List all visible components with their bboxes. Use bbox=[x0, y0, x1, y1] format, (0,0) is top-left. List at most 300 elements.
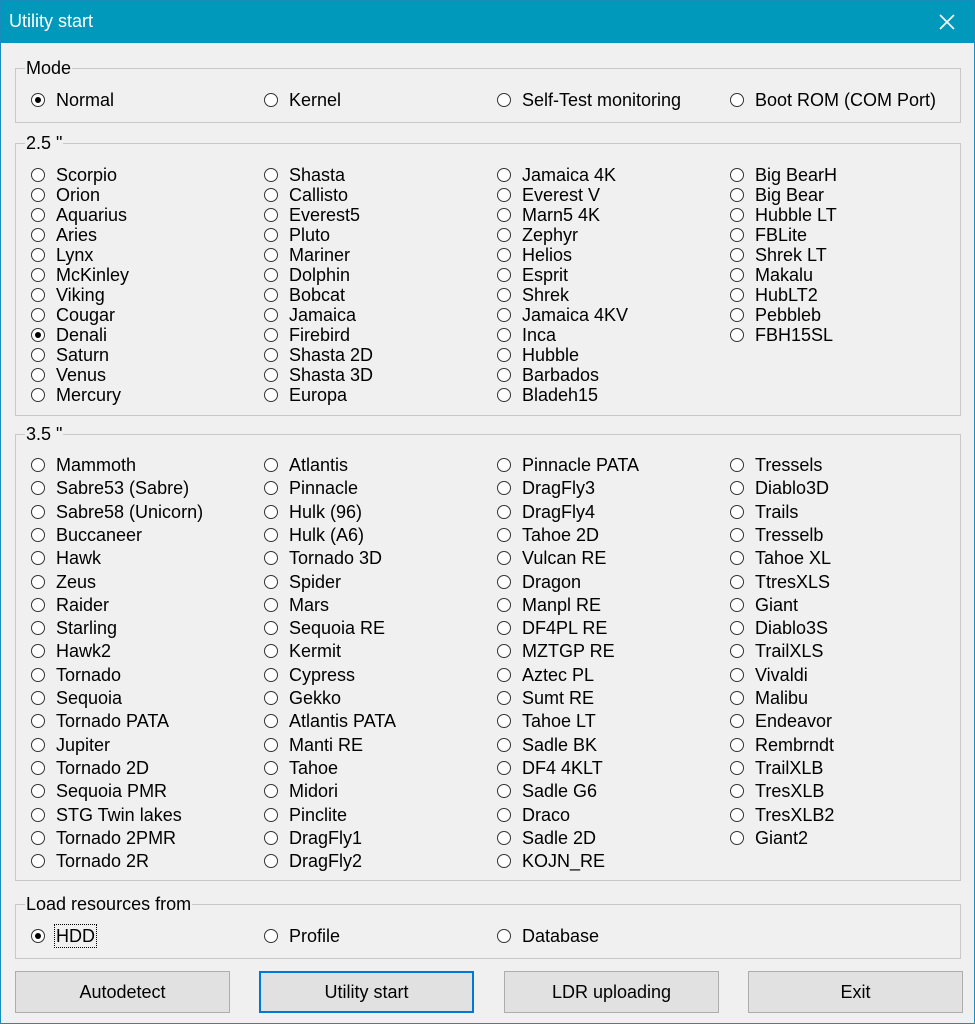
drive-3-5-radio-raider[interactable] bbox=[31, 595, 109, 615]
radio-circle-icon[interactable] bbox=[264, 308, 278, 322]
radio-label: Tornado bbox=[56, 664, 122, 685]
radio-label: Dolphin bbox=[289, 265, 351, 285]
drive-2-5-radio-inca[interactable] bbox=[497, 325, 556, 345]
radio-label: Big Bear bbox=[755, 185, 825, 205]
radio-circle-icon[interactable] bbox=[497, 808, 511, 822]
radio-circle-icon[interactable] bbox=[730, 528, 744, 542]
drive-3-5-radio-cypress[interactable] bbox=[264, 665, 355, 685]
radio-circle-icon[interactable] bbox=[497, 621, 511, 635]
radio-circle-icon[interactable] bbox=[264, 854, 278, 868]
radio-circle-icon[interactable] bbox=[497, 528, 511, 542]
load-radio-database[interactable] bbox=[497, 926, 599, 946]
radio-circle-icon[interactable] bbox=[497, 308, 511, 322]
radio-circle-icon[interactable] bbox=[31, 784, 45, 798]
drive-2-5-radio-esprit[interactable] bbox=[497, 265, 568, 285]
radio-circle-icon[interactable] bbox=[497, 368, 511, 382]
radio-circle-icon[interactable] bbox=[264, 761, 278, 775]
radio-circle-icon[interactable] bbox=[730, 228, 744, 242]
drive-3-5-radio-pinnacle[interactable] bbox=[264, 478, 358, 498]
radio-circle-icon[interactable] bbox=[31, 481, 45, 495]
radio-circle-icon[interactable] bbox=[497, 388, 511, 402]
radio-circle-icon[interactable] bbox=[31, 288, 45, 302]
radio-label: Manti RE bbox=[289, 734, 364, 755]
drive-3-5-radio-dragfly3[interactable] bbox=[497, 478, 595, 498]
drive-3-5-radio-tressels[interactable] bbox=[730, 455, 822, 475]
radio-circle-icon[interactable] bbox=[730, 168, 744, 182]
drive-2-5-radio-pebbleb[interactable] bbox=[730, 305, 821, 325]
drive-2-5-radio-fbh15sl[interactable] bbox=[730, 325, 833, 345]
radio-label: Tornado PATA bbox=[56, 711, 170, 732]
radio-circle-icon[interactable] bbox=[264, 668, 278, 682]
radio-circle-icon[interactable] bbox=[264, 528, 278, 542]
radio-label: FBLite bbox=[755, 225, 808, 245]
radio-circle-icon[interactable] bbox=[497, 761, 511, 775]
radio-label: Atlantis PATA bbox=[289, 711, 397, 732]
radio-circle-icon[interactable] bbox=[264, 208, 278, 222]
radio-label: Hubble bbox=[522, 345, 580, 365]
radio-label: Zeus bbox=[56, 571, 97, 592]
drive-3-5-radio-sequoia[interactable] bbox=[31, 688, 122, 708]
mode-radio-normal[interactable] bbox=[31, 90, 114, 110]
radio-label: Sadle G6 bbox=[522, 781, 598, 802]
drive-2-5-radio-pluto[interactable] bbox=[264, 225, 330, 245]
radio-circle-icon[interactable] bbox=[730, 208, 744, 222]
drive-2-5-radio-everest5[interactable] bbox=[264, 205, 360, 225]
drive-3-5-radio-sabre58-unicorn[interactable] bbox=[31, 502, 203, 522]
radio-circle-icon[interactable] bbox=[31, 831, 45, 845]
drive-3-5-radio-sadle-2d[interactable] bbox=[497, 828, 596, 848]
radio-circle-icon[interactable] bbox=[31, 368, 45, 382]
radio-circle-icon[interactable] bbox=[31, 208, 45, 222]
mode-radio-kernel[interactable] bbox=[264, 90, 341, 110]
drive-2-5-radio-dolphin[interactable] bbox=[264, 265, 350, 285]
drive-3-5-radio-kermit[interactable] bbox=[264, 641, 341, 661]
radio-label: McKinley bbox=[56, 265, 130, 285]
drive-3-5-radio-tresxlb[interactable] bbox=[730, 781, 824, 801]
utility-start-button[interactable]: Utility start bbox=[259, 971, 474, 1013]
radio-circle-icon[interactable] bbox=[497, 714, 511, 728]
drive-3-5-radio-sumt-re[interactable] bbox=[497, 688, 594, 708]
radio-circle-icon[interactable] bbox=[264, 458, 278, 472]
drive-2-5-radio-mercury[interactable] bbox=[31, 385, 121, 405]
radio-circle-icon[interactable] bbox=[497, 93, 511, 107]
radio-circle-icon[interactable] bbox=[497, 551, 511, 565]
drive-3-5-radio-tornado-2d[interactable] bbox=[31, 758, 149, 778]
radio-circle-icon[interactable] bbox=[497, 691, 511, 705]
drive-3-5-radio-trailxlb[interactable] bbox=[730, 758, 823, 778]
radio-circle-icon[interactable] bbox=[31, 644, 45, 658]
title-bar bbox=[1, 1, 974, 43]
radio-circle-icon[interactable] bbox=[31, 929, 45, 943]
radio-circle-icon[interactable] bbox=[31, 761, 45, 775]
drive-3-5-radio-endeavor[interactable] bbox=[730, 711, 832, 731]
drive-3-5-radio-tresselb[interactable] bbox=[730, 525, 823, 545]
drive-3-5-radio-hulk-96[interactable] bbox=[264, 502, 362, 522]
drive-3-5-radio-dragfly2[interactable] bbox=[264, 851, 362, 871]
radio-circle-icon[interactable] bbox=[31, 551, 45, 565]
radio-circle-icon[interactable] bbox=[264, 621, 278, 635]
ldr-uploading-button[interactable]: LDR uploading bbox=[504, 971, 719, 1013]
drive-3-5-radio-diablo3d[interactable] bbox=[730, 478, 829, 498]
drive-2-5-radio-jamaica-4k[interactable] bbox=[497, 165, 616, 185]
radio-circle-icon[interactable] bbox=[31, 168, 45, 182]
radio-label: Tahoe XL bbox=[755, 548, 832, 569]
radio-circle-icon[interactable] bbox=[497, 208, 511, 222]
drive-3-5-radio-tornado-pata[interactable] bbox=[31, 711, 169, 731]
drive-2-5-radio-big-bearh[interactable] bbox=[730, 165, 837, 185]
radio-circle-icon[interactable] bbox=[264, 388, 278, 402]
radio-circle-icon[interactable] bbox=[730, 738, 744, 752]
drive-3-5-radio-rembrndt[interactable] bbox=[730, 735, 834, 755]
exit-button[interactable]: Exit bbox=[748, 971, 963, 1013]
radio-circle-icon[interactable] bbox=[730, 481, 744, 495]
drive-2-5-radio-aries[interactable] bbox=[31, 225, 97, 245]
drive-3-5-radio-kojn-re[interactable] bbox=[497, 851, 605, 871]
drive-2-5-radio-mckinley[interactable] bbox=[31, 265, 129, 285]
radio-circle-icon[interactable] bbox=[31, 248, 45, 262]
radio-label: Tahoe bbox=[289, 757, 339, 778]
radio-circle-icon[interactable] bbox=[31, 598, 45, 612]
radio-circle-icon[interactable] bbox=[497, 328, 511, 342]
drive-2-5-radio-denali[interactable] bbox=[31, 325, 107, 345]
drive-3-5-radio-diablo3s[interactable] bbox=[730, 618, 828, 638]
radio-label: Diablo3D bbox=[755, 478, 830, 499]
radio-circle-icon[interactable] bbox=[31, 854, 45, 868]
drive-3-5-radio-sadle-bk[interactable] bbox=[497, 735, 597, 755]
radio-circle-icon[interactable] bbox=[264, 714, 278, 728]
radio-circle-icon[interactable] bbox=[31, 458, 45, 472]
drive-2-5-radio-bobcat[interactable] bbox=[264, 285, 345, 305]
autodetect-button[interactable]: Autodetect bbox=[15, 971, 230, 1013]
radio-circle-icon[interactable] bbox=[31, 575, 45, 589]
radio-circle-icon[interactable] bbox=[497, 575, 511, 589]
radio-circle-icon[interactable] bbox=[264, 691, 278, 705]
drive-2-5-radio-helios[interactable] bbox=[497, 245, 572, 265]
radio-circle-icon[interactable] bbox=[264, 598, 278, 612]
radio-circle-icon[interactable] bbox=[264, 268, 278, 282]
radio-circle-icon[interactable] bbox=[31, 308, 45, 322]
radio-circle-icon[interactable] bbox=[264, 644, 278, 658]
radio-circle-icon[interactable] bbox=[730, 575, 744, 589]
drive-2-5-radio-saturn[interactable] bbox=[31, 345, 109, 365]
drive-3-5-legend: 3.5 " bbox=[26, 424, 63, 444]
drive-3-5-radio-starling[interactable] bbox=[31, 618, 117, 638]
drive-3-5-radio-tornado[interactable] bbox=[31, 665, 121, 685]
radio-circle-icon[interactable] bbox=[31, 93, 45, 107]
drive-2-5-radio-hubble-lt[interactable] bbox=[730, 205, 837, 225]
radio-circle-icon[interactable] bbox=[264, 784, 278, 798]
radio-circle-icon[interactable] bbox=[264, 738, 278, 752]
radio-circle-icon[interactable] bbox=[730, 714, 744, 728]
radio-label: TresXLB2 bbox=[755, 804, 835, 825]
drive-2-5-radio-venus[interactable] bbox=[31, 365, 106, 385]
radio-circle-icon[interactable] bbox=[497, 784, 511, 798]
radio-circle-icon[interactable] bbox=[497, 228, 511, 242]
drive-3-5-radio-hawk[interactable] bbox=[31, 548, 101, 568]
radio-circle-icon[interactable] bbox=[31, 714, 45, 728]
radio-circle-icon[interactable] bbox=[497, 929, 511, 943]
drive-2-5-radio-fblite[interactable] bbox=[730, 225, 807, 245]
drive-2-5-radio-shasta-3d[interactable] bbox=[264, 365, 373, 385]
radio-label: Spider bbox=[289, 571, 342, 592]
radio-circle-icon[interactable] bbox=[497, 348, 511, 362]
drive-2-5-radio-jamaica[interactable] bbox=[264, 305, 356, 325]
drive-3-5-radio-tahoe[interactable] bbox=[264, 758, 338, 778]
drive-2-5-radio-jamaica-4kv[interactable] bbox=[497, 305, 628, 325]
radio-label: Jupiter bbox=[56, 734, 111, 755]
radio-label: Helios bbox=[522, 245, 573, 265]
drive-3-5-radio-buccaneer[interactable] bbox=[31, 525, 142, 545]
drive-3-5-radio-ttresxls[interactable] bbox=[730, 572, 830, 592]
drive-3-5-radio-hawk2[interactable] bbox=[31, 641, 111, 661]
drive-3-5-radio-tahoe-xl[interactable] bbox=[730, 548, 831, 568]
drive-3-5-radio-trailxls[interactable] bbox=[730, 641, 823, 661]
drive-3-5-radio-zeus[interactable] bbox=[31, 572, 96, 592]
drive-3-5-radio-trails[interactable] bbox=[730, 502, 798, 522]
radio-circle-icon[interactable] bbox=[264, 288, 278, 302]
radio-circle-icon[interactable] bbox=[730, 598, 744, 612]
radio-circle-icon[interactable] bbox=[730, 93, 744, 107]
drive-2-5-radio-firebird[interactable] bbox=[264, 325, 350, 345]
drive-3-5-radio-tahoe-lt[interactable] bbox=[497, 711, 596, 731]
drive-2-5-radio-hublt2[interactable] bbox=[730, 285, 818, 305]
radio-label: Manpl RE bbox=[522, 594, 602, 615]
radio-label: Kernel bbox=[289, 90, 342, 110]
radio-label: Pebbleb bbox=[755, 305, 822, 325]
radio-label: Pluto bbox=[289, 225, 331, 245]
radio-circle-icon[interactable] bbox=[31, 228, 45, 242]
radio-circle-icon[interactable] bbox=[497, 268, 511, 282]
radio-circle-icon[interactable] bbox=[264, 551, 278, 565]
drive-3-5-radio-sequoia-re[interactable] bbox=[264, 618, 385, 638]
radio-circle-icon[interactable] bbox=[730, 288, 744, 302]
drive-2-5-radio-lynx[interactable] bbox=[31, 245, 93, 265]
drive-2-5-radio-everest-v[interactable] bbox=[497, 185, 600, 205]
drive-3-5-radio-manpl-re[interactable] bbox=[497, 595, 601, 615]
radio-circle-icon[interactable] bbox=[31, 505, 45, 519]
radio-circle-icon[interactable] bbox=[31, 808, 45, 822]
drive-2-5-radio-barbados[interactable] bbox=[497, 365, 599, 385]
drive-3-5-radio-vivaldi[interactable] bbox=[730, 665, 808, 685]
drive-2-5-radio-hubble[interactable] bbox=[497, 345, 579, 365]
radio-circle-icon[interactable] bbox=[31, 738, 45, 752]
drive-3-5-radio-midori[interactable] bbox=[264, 781, 338, 801]
radio-circle-icon[interactable] bbox=[497, 598, 511, 612]
drive-3-5-radio-stg-twin-lakes[interactable] bbox=[31, 805, 182, 825]
radio-circle-icon[interactable] bbox=[497, 854, 511, 868]
radio-circle-icon[interactable] bbox=[31, 668, 45, 682]
radio-circle-icon[interactable] bbox=[730, 668, 744, 682]
drive-3-5-radio-jupiter[interactable] bbox=[31, 735, 110, 755]
drive-2-5-radio-shrek-lt[interactable] bbox=[730, 245, 827, 265]
radio-label: Rembrndt bbox=[755, 734, 835, 755]
radio-label: Shasta 3D bbox=[289, 365, 374, 385]
drive-3-5-radio-dragon[interactable] bbox=[497, 572, 581, 592]
radio-circle-icon[interactable] bbox=[264, 188, 278, 202]
radio-label: FBH15SL bbox=[755, 325, 834, 345]
drive-3-5-radio-tornado-2pmr[interactable] bbox=[31, 828, 176, 848]
drive-2-5-radio-orion[interactable] bbox=[31, 185, 100, 205]
radio-circle-icon[interactable] bbox=[497, 668, 511, 682]
drive-3-5-radio-tornado-2r[interactable] bbox=[31, 851, 149, 871]
close-button[interactable] bbox=[920, 1, 974, 43]
drive-2-5-radio-shrek[interactable] bbox=[497, 285, 569, 305]
radio-circle-icon[interactable] bbox=[31, 328, 45, 342]
radio-label: Kermit bbox=[289, 641, 342, 662]
radio-label: Jamaica 4K bbox=[522, 165, 617, 185]
drive-3-5-radio-atlantis[interactable] bbox=[264, 455, 348, 475]
radio-label: Inca bbox=[522, 325, 557, 345]
drive-3-5-radio-malibu[interactable] bbox=[730, 688, 808, 708]
radio-circle-icon[interactable] bbox=[31, 528, 45, 542]
radio-circle-icon[interactable] bbox=[497, 168, 511, 182]
drive-2-5-radio-big-bear[interactable] bbox=[730, 185, 824, 205]
drive-2-5-radio-zephyr[interactable] bbox=[497, 225, 578, 245]
drive-3-5-radio-tornado-3d[interactable] bbox=[264, 548, 382, 568]
radio-circle-icon[interactable] bbox=[31, 621, 45, 635]
radio-label: KOJN_RE bbox=[522, 851, 606, 872]
close-icon bbox=[938, 13, 956, 31]
radio-label: Dragon bbox=[522, 571, 582, 592]
radio-circle-icon[interactable] bbox=[730, 644, 744, 658]
drive-2-5-radio-makalu[interactable] bbox=[730, 265, 813, 285]
radio-circle-icon[interactable] bbox=[264, 93, 278, 107]
radio-circle-icon[interactable] bbox=[730, 808, 744, 822]
load-radio-hdd[interactable] bbox=[31, 926, 95, 946]
radio-circle-icon[interactable] bbox=[730, 458, 744, 472]
drive-3-5-radio-spider[interactable] bbox=[264, 572, 341, 592]
radio-label: STG Twin lakes bbox=[56, 804, 182, 825]
radio-circle-icon[interactable] bbox=[730, 691, 744, 705]
radio-circle-icon[interactable] bbox=[730, 308, 744, 322]
load-radio-profile[interactable] bbox=[264, 926, 340, 946]
radio-circle-icon[interactable] bbox=[730, 784, 744, 798]
drive-3-5-radio-df4pl-re[interactable] bbox=[497, 618, 607, 638]
radio-label: Raider bbox=[56, 594, 110, 615]
radio-label: Sabre58 (Unicorn) bbox=[56, 501, 204, 522]
radio-circle-icon[interactable] bbox=[264, 808, 278, 822]
radio-label: Pinnacle PATA bbox=[522, 455, 640, 475]
drive-2-5-radio-mariner[interactable] bbox=[264, 245, 350, 265]
drive-2-5-radio-shasta[interactable] bbox=[264, 165, 345, 185]
drive-3-5-radio-vulcan-re[interactable] bbox=[497, 548, 606, 568]
radio-circle-icon[interactable] bbox=[497, 831, 511, 845]
drive-3-5-radio-manti-re[interactable] bbox=[264, 735, 363, 755]
radio-label: Firebird bbox=[289, 325, 351, 345]
drive-3-5-radio-dragfly4[interactable] bbox=[497, 502, 595, 522]
radio-circle-icon[interactable] bbox=[730, 268, 744, 282]
radio-label: Tornado 3D bbox=[289, 548, 383, 569]
radio-circle-icon[interactable] bbox=[31, 268, 45, 282]
radio-circle-icon[interactable] bbox=[497, 505, 511, 519]
radio-circle-icon[interactable] bbox=[730, 831, 744, 845]
drive-3-5-radio-pinclite[interactable] bbox=[264, 805, 347, 825]
drive-3-5-radio-mztgp-re[interactable] bbox=[497, 641, 615, 661]
radio-circle-icon[interactable] bbox=[264, 368, 278, 382]
drive-3-5-radio-tresxlb2[interactable] bbox=[730, 805, 834, 825]
drive-2-5-radio-scorpio[interactable] bbox=[31, 165, 117, 185]
drive-3-5-radio-aztec-pl[interactable] bbox=[497, 665, 594, 685]
drive-2-5-radio-shasta-2d[interactable] bbox=[264, 345, 373, 365]
radio-circle-icon[interactable] bbox=[31, 691, 45, 705]
drive-2-5-legend: 2.5 " bbox=[26, 133, 63, 153]
drive-3-5-radio-sadle-g6[interactable] bbox=[497, 781, 597, 801]
drive-3-5-radio-draco[interactable] bbox=[497, 805, 570, 825]
radio-circle-icon[interactable] bbox=[730, 188, 744, 202]
drive-2-5-radio-europa[interactable] bbox=[264, 385, 347, 405]
drive-2-5-radio-cougar[interactable] bbox=[31, 305, 115, 325]
radio-circle-icon[interactable] bbox=[497, 188, 511, 202]
radio-label: Atlantis bbox=[289, 455, 349, 475]
drive-3-5-radio-sequoia-pmr[interactable] bbox=[31, 781, 167, 801]
drive-2-5-radio-viking[interactable] bbox=[31, 285, 105, 305]
mode-radio-self-test-monitoring[interactable] bbox=[497, 90, 681, 110]
radio-circle-icon[interactable] bbox=[497, 248, 511, 262]
drive-3-5-radio-df4-4klt[interactable] bbox=[497, 758, 603, 778]
drive-2-5-radio-callisto[interactable] bbox=[264, 185, 348, 205]
radio-circle-icon[interactable] bbox=[31, 348, 45, 362]
radio-circle-icon[interactable] bbox=[730, 551, 744, 565]
drive-3-5-radio-giant2[interactable] bbox=[730, 828, 808, 848]
radio-circle-icon[interactable] bbox=[31, 188, 45, 202]
radio-circle-icon[interactable] bbox=[31, 388, 45, 402]
radio-circle-icon[interactable] bbox=[264, 831, 278, 845]
radio-circle-icon[interactable] bbox=[264, 248, 278, 262]
drive-2-5-radio-bladeh15[interactable] bbox=[497, 385, 598, 405]
radio-label: DragFly3 bbox=[522, 478, 596, 499]
radio-circle-icon[interactable] bbox=[264, 328, 278, 342]
radio-circle-icon[interactable] bbox=[497, 288, 511, 302]
radio-circle-icon[interactable] bbox=[497, 738, 511, 752]
drive-3-5-radio-atlantis-pata[interactable] bbox=[264, 711, 396, 731]
drive-3-5-radio-sabre53-sabre[interactable] bbox=[31, 478, 189, 498]
radio-circle-icon[interactable] bbox=[264, 929, 278, 943]
drive-3-5-radio-pinnacle-pata[interactable] bbox=[497, 455, 639, 475]
radio-circle-icon[interactable] bbox=[497, 644, 511, 658]
radio-circle-icon[interactable] bbox=[730, 761, 744, 775]
drive-3-5-radio-mars[interactable] bbox=[264, 595, 329, 615]
radio-circle-icon[interactable] bbox=[264, 481, 278, 495]
radio-circle-icon[interactable] bbox=[730, 621, 744, 635]
radio-circle-icon[interactable] bbox=[497, 458, 511, 472]
radio-circle-icon[interactable] bbox=[264, 228, 278, 242]
radio-label: Vivaldi bbox=[755, 664, 808, 685]
radio-label: TtresXLS bbox=[755, 571, 831, 592]
radio-circle-icon[interactable] bbox=[730, 505, 744, 519]
drive-3-5-radio-giant[interactable] bbox=[730, 595, 798, 615]
radio-circle-icon[interactable] bbox=[264, 575, 278, 589]
radio-label: Mariner bbox=[289, 245, 351, 265]
radio-label: Starling bbox=[56, 618, 118, 639]
drive-2-5-radio-marn5-4k[interactable] bbox=[497, 205, 600, 225]
drive-3-5-radio-tahoe-2d[interactable] bbox=[497, 525, 599, 545]
radio-label: Tornado 2D bbox=[56, 757, 150, 778]
radio-circle-icon[interactable] bbox=[264, 505, 278, 519]
radio-label: HubLT2 bbox=[755, 285, 818, 305]
radio-circle-icon[interactable] bbox=[264, 168, 278, 182]
mode-radio-boot-rom-com-port[interactable] bbox=[730, 90, 936, 110]
drive-3-5-radio-gekko[interactable] bbox=[264, 688, 341, 708]
drive-2-5-radio-aquarius[interactable] bbox=[31, 205, 127, 225]
drive-3-5-radio-dragfly1[interactable] bbox=[264, 828, 362, 848]
radio-circle-icon[interactable] bbox=[730, 328, 744, 342]
radio-circle-icon[interactable] bbox=[730, 248, 744, 262]
radio-circle-icon[interactable] bbox=[497, 481, 511, 495]
drive-3-5-radio-mammoth[interactable] bbox=[31, 455, 136, 475]
radio-circle-icon[interactable] bbox=[264, 348, 278, 362]
radio-label: Callisto bbox=[289, 185, 349, 205]
drive-3-5-radio-hulk-a6[interactable] bbox=[264, 525, 364, 545]
